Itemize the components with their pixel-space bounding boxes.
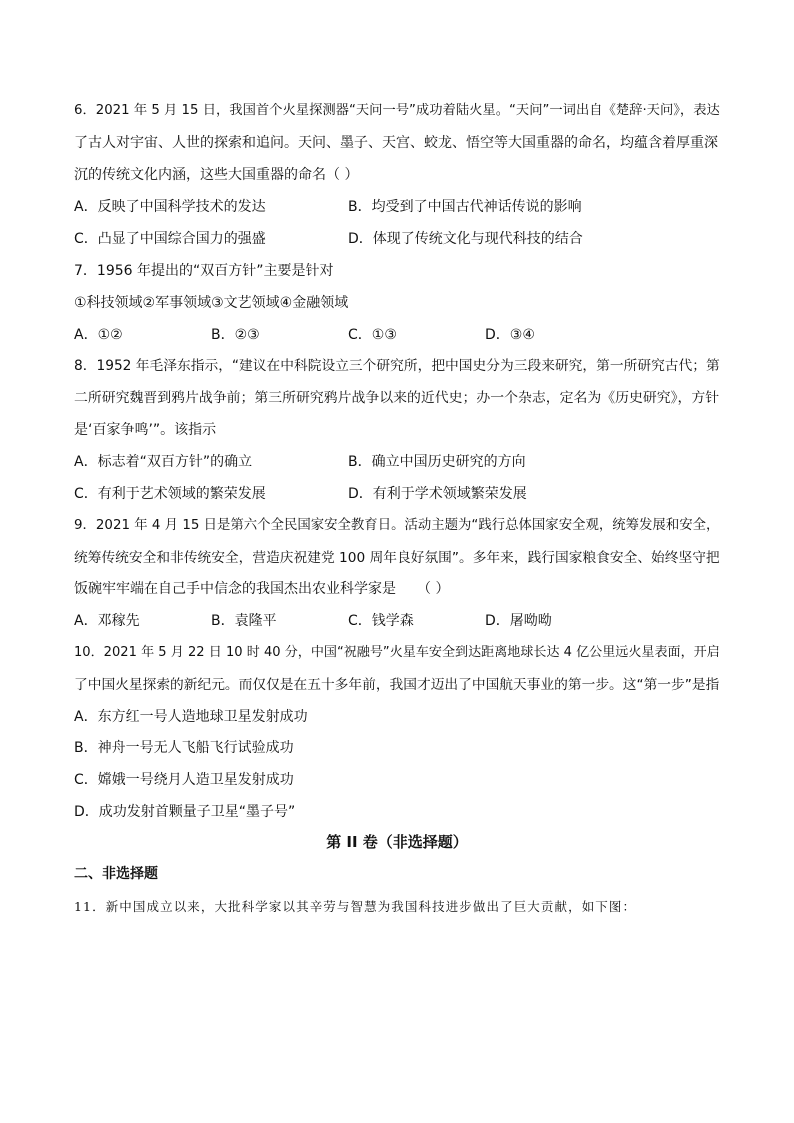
q10-option-c: C．嫦娥一号绕月人造卫星发射成功 <box>74 772 294 788</box>
q10-stem-line-1: 10．2021 年 5 月 22 日 10 时 40 分，中国“祝融号”火星车安全到达距离地球长达 4 亿公里远火星表面，开启 <box>74 645 720 660</box>
q8-option-c: C．有利于艺术领域的繁荣发展 <box>74 486 266 502</box>
q11-stem-line-1: 11．新中国成立以来，大批科学家以其辛劳与智慧为我国科技进步做出了巨大贡献，如下图： <box>74 899 637 914</box>
q6-option-c: C．凸显了中国综合国力的强盛 <box>74 231 266 247</box>
q8-stem-line-2: 二所研究魏晋到鸦片战争前；第三所研究鸦片战争以来的近代史；办一个杂志，定名为《历史研究》，方针 <box>74 390 720 406</box>
q6-option-d: D．体现了传统文化与现代科技的结合 <box>348 231 583 247</box>
q8-option-d: D．有利于学术领域繁荣发展 <box>348 486 527 502</box>
q7-option-b: B．②③ <box>211 327 260 343</box>
q7-stem-line-1: 7．1956 年提出的“双百方针”主要是针对 <box>74 263 334 279</box>
q6-stem-line-1: 6．2021 年 5 月 15 日，我国首个火星探测器“天问一号”成功着陆火星。“天问”一词出自《楚辞·天问》，表达 <box>74 103 720 118</box>
q6-stem-line-2: 了古人对宇宙、人世的探索和追问。天问、墨子、天宫、蛟龙、悟空等大国重器的命名，均蕴含着厚重深 <box>74 135 718 151</box>
q9-option-c: C．钱学森 <box>348 613 414 629</box>
q7-option-c: C．①③ <box>348 327 397 343</box>
q7-stem-line-2: ①科技领域②军事领域③文艺领域④金融领域 <box>74 295 349 311</box>
q9-stem-line-2: 统筹传统安全和非传统安全，营造庆祝建党 100 周年良好氛围”。多年来，践行国家粮食安全、始终坚守把 <box>74 550 720 566</box>
q6-option-b: B．均受到了中国古代神话传说的影响 <box>348 199 582 215</box>
q8-stem-line-1: 8．1952 年毛泽东指示，“建议在中科院设立三个研究所，把中国史分为三段来研究，第一所研究古代；第 <box>74 358 720 374</box>
q6-option-a: A．反映了中国科学技术的发达 <box>74 199 266 215</box>
q10-option-b: B．神舟一号无人飞船飞行试验成功 <box>74 740 294 756</box>
q9-option-d: D．屠呦呦 <box>485 613 552 629</box>
section-title: 第 II 卷（非选择题） <box>326 833 468 851</box>
q6-stem-line-3: 沉的传统文化内涵，这些大国重器的命名（ ） <box>74 167 359 183</box>
q8-option-b: B．确立中国历史研究的方向 <box>348 454 526 470</box>
q8-option-a: A．标志着“双百方针”的确立 <box>74 454 253 470</box>
q10-option-d: D．成功发射首颗量子卫星“墨子号” <box>74 804 296 820</box>
q8-stem-line-3: 是‘百家争鸣’”。该指示 <box>74 422 217 438</box>
section-heading: 二、非选择题 <box>74 866 158 882</box>
q7-option-d: D．③④ <box>485 327 535 343</box>
q7-option-a: A．①② <box>74 327 123 343</box>
q9-stem-line-3: 饭碗牢牢端在自己手中信念的我国杰出农业科学家是 （ ） <box>74 581 450 597</box>
q9-option-b: B．袁隆平 <box>211 613 277 629</box>
q10-stem-line-2: 了中国火星探索的新纪元。而仅仅是在五十多年前，我国才迈出了中国航天事业的第一步。这“第一步”是指 <box>74 677 720 693</box>
q10-option-a: A．东方红一号人造地球卫星发射成功 <box>74 709 308 725</box>
q9-option-a: A．邓稼先 <box>74 613 140 629</box>
q9-stem-line-1: 9．2021 年 4 月 15 日是第六个全民国家安全教育日。活动主题为“践行总体国家安全观，统筹发展和安全， <box>74 518 720 533</box>
